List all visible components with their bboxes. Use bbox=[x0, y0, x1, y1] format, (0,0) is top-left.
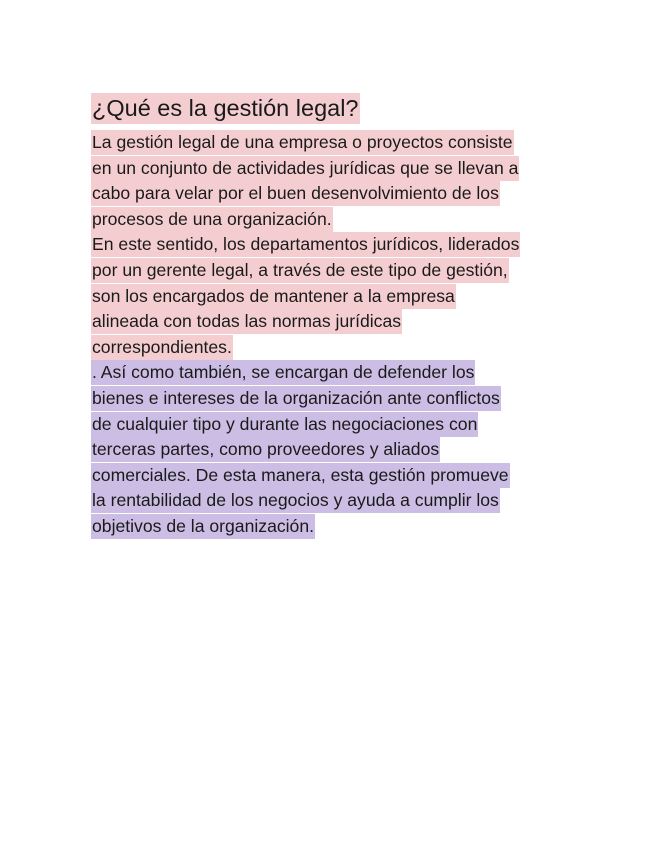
text-line bbox=[91, 232, 571, 258]
highlighted-text: correspondientes. bbox=[91, 335, 233, 360]
text-line bbox=[91, 360, 571, 386]
page-title bbox=[91, 92, 571, 124]
text-line bbox=[91, 181, 571, 207]
text-line bbox=[91, 130, 571, 156]
text-line bbox=[91, 156, 571, 182]
text-line bbox=[91, 412, 571, 438]
highlighted-text: en un conjunto de actividades jurídicas que se llevan a bbox=[91, 156, 519, 181]
text-line bbox=[91, 514, 571, 540]
text-line bbox=[91, 284, 571, 310]
text-line bbox=[91, 463, 571, 489]
highlighted-text: la rentabilidad de los negocios y ayuda a cumplir los bbox=[91, 488, 500, 513]
pink-highlighted-paragraph bbox=[91, 130, 571, 360]
highlighted-text: de cualquier tipo y durante las negociaciones con bbox=[91, 412, 478, 437]
text-line bbox=[91, 488, 571, 514]
text-line bbox=[91, 258, 571, 284]
text-line bbox=[91, 207, 571, 233]
highlighted-text: son los encargados de mantener a la empresa bbox=[91, 284, 456, 309]
text-line bbox=[91, 335, 571, 361]
highlighted-text: La gestión legal de una empresa o proyectos consiste bbox=[91, 130, 514, 155]
highlighted-text: alineada con todas las normas jurídicas bbox=[91, 309, 402, 334]
highlighted-text: bienes e intereses de la organización ante conflictos bbox=[91, 386, 501, 411]
highlighted-text: En este sentido, los departamentos jurídicos, liderados bbox=[91, 232, 520, 257]
highlighted-text: por un gerente legal, a través de este tipo de gestión, bbox=[91, 258, 509, 283]
title-highlight: ¿Qué es la gestión legal? bbox=[91, 93, 360, 124]
highlighted-text: comerciales. De esta manera, esta gestión promueve bbox=[91, 463, 510, 488]
text-line bbox=[91, 437, 571, 463]
highlighted-text: objetivos de la organización. bbox=[91, 514, 315, 539]
document-page bbox=[91, 92, 571, 540]
text-line bbox=[91, 386, 571, 412]
highlighted-text: procesos de una organización. bbox=[91, 207, 333, 232]
highlighted-text: . Así como también, se encargan de defender los bbox=[91, 360, 475, 385]
highlighted-text: cabo para velar por el buen desenvolvimiento de los bbox=[91, 181, 500, 206]
highlighted-text: terceras partes, como proveedores y aliados bbox=[91, 437, 440, 462]
purple-highlighted-paragraph bbox=[91, 360, 571, 539]
text-line bbox=[91, 309, 571, 335]
